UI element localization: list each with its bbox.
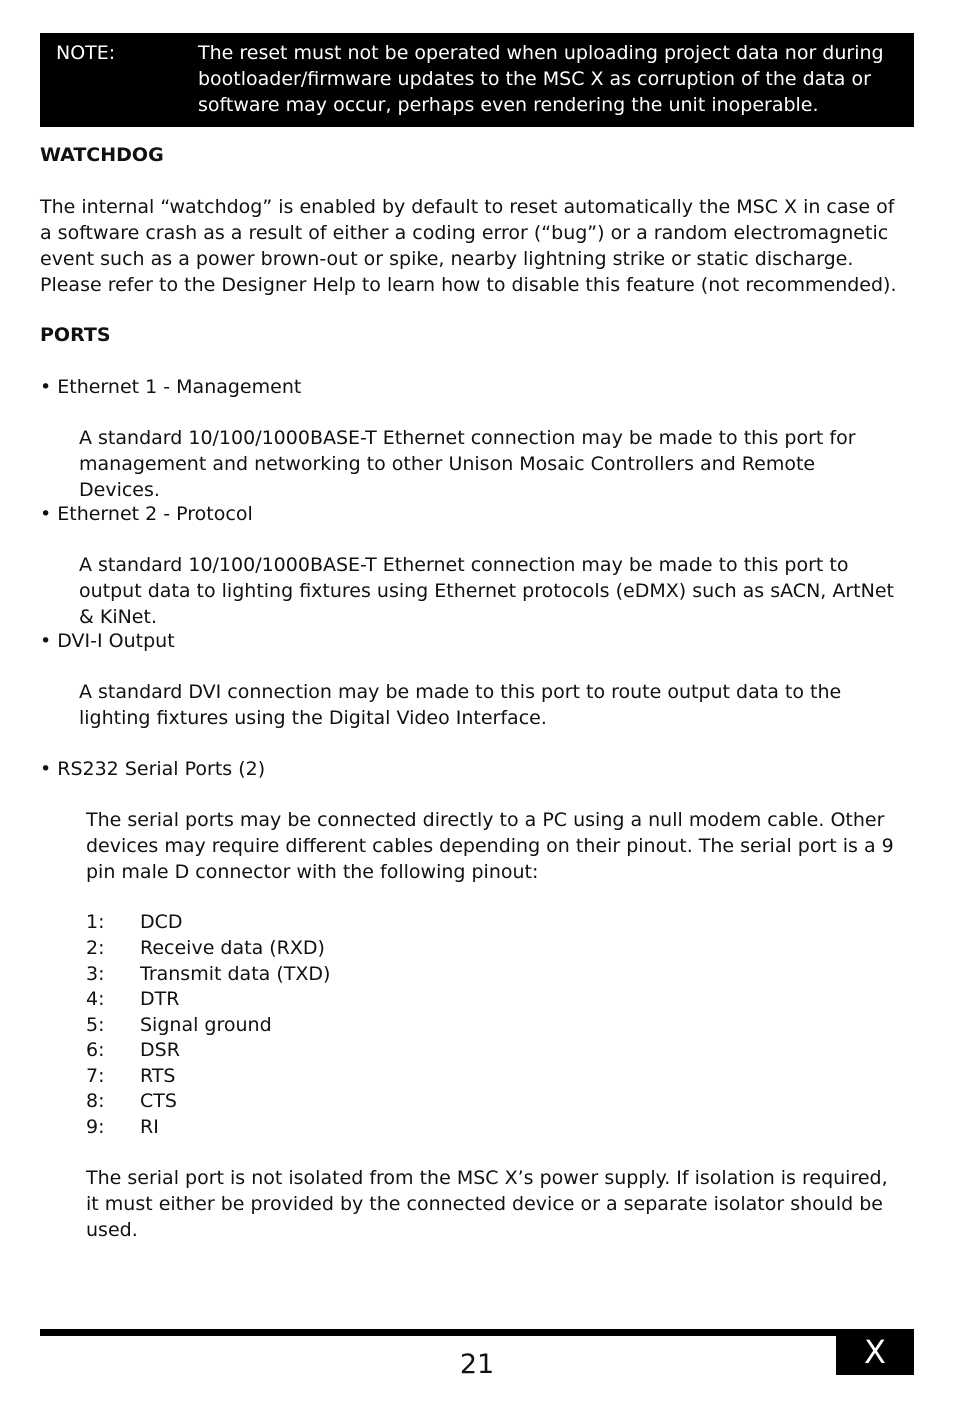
pin-number: 9:	[86, 1116, 105, 1138]
pin-number: 6:	[86, 1039, 105, 1061]
pin-signal: RI	[140, 1116, 159, 1138]
page-number: 21	[459, 1349, 495, 1380]
rs232-title: • RS232 Serial Ports (2)	[40, 758, 266, 780]
pin-number: 7:	[86, 1065, 105, 1087]
pin-signal: DTR	[140, 988, 180, 1010]
pin-number: 3:	[86, 963, 105, 985]
pin-signal: CTS	[140, 1090, 177, 1112]
ethernet2-description: A standard 10/100/1000BASE-T Ethernet connection may be made to this port to output data to lighting fixtures using Ethernet protocols (eDMX) such as sACN, ArtNet & KiNet.	[79, 554, 894, 628]
rs232-isolation-note: The serial port is not isolated from the MSC X’s power supply. If isolation is required, it must either be provided by the connected device or a separate isolator should be used.	[86, 1167, 888, 1241]
note-box	[40, 33, 914, 127]
note-label: NOTE:	[56, 42, 116, 64]
ethernet1-description: A standard 10/100/1000BASE-T Ethernet connection may be made to this port for management and networking to other Unison Mosaic Controllers and Remote Devices.	[79, 427, 856, 501]
pin-signal: DSR	[140, 1039, 180, 1061]
pin-signal: RTS	[140, 1065, 176, 1087]
pin-number: 4:	[86, 988, 105, 1010]
pin-number: 1:	[86, 911, 105, 933]
footer-rule	[40, 1329, 914, 1336]
pin-number: 5:	[86, 1014, 105, 1036]
pin-number: 2:	[86, 937, 105, 959]
ethernet2-title: • Ethernet 2 - Protocol	[40, 503, 253, 525]
pin-signal: Transmit data (TXD)	[140, 963, 331, 985]
note-text: The reset must not be operated when uploading project data nor during bootloader/firmware updates to the MSC X as corruption of the data or software may occur, perhaps even rendering the unit inoperable.	[198, 42, 884, 116]
pin-signal: Signal ground	[140, 1014, 272, 1036]
watchdog-heading: WATCHDOG	[40, 144, 164, 166]
dvi-description: A standard DVI connection may be made to this port to route output data to the lighting fixtures using the Digital Video Interface.	[79, 681, 842, 729]
ports-heading: PORTS	[40, 324, 111, 346]
dvi-title: • DVI-I Output	[40, 630, 175, 652]
pin-number: 8:	[86, 1090, 105, 1112]
pin-signal: DCD	[140, 911, 183, 933]
pin-signal: Receive data (RXD)	[140, 937, 325, 959]
section-tab: X	[836, 1329, 914, 1375]
rs232-intro: The serial ports may be connected directly to a PC using a null modem cable. Other devices may require different cables depending on their pinout. The serial port is a 9 pin male D connector with the following pinout:	[86, 809, 894, 883]
watchdog-paragraph: The internal “watchdog” is enabled by default to reset automatically the MSC X in case of a software crash as a result of either a coding error (“bug”) or a random electromagnetic event such as a power brown-out or spike, nearby lightning strike or static discharge. Please refer to the Designer Help to learn how to disable this feature (not recommended).	[40, 196, 897, 296]
ethernet1-title: • Ethernet 1 - Management	[40, 376, 302, 398]
